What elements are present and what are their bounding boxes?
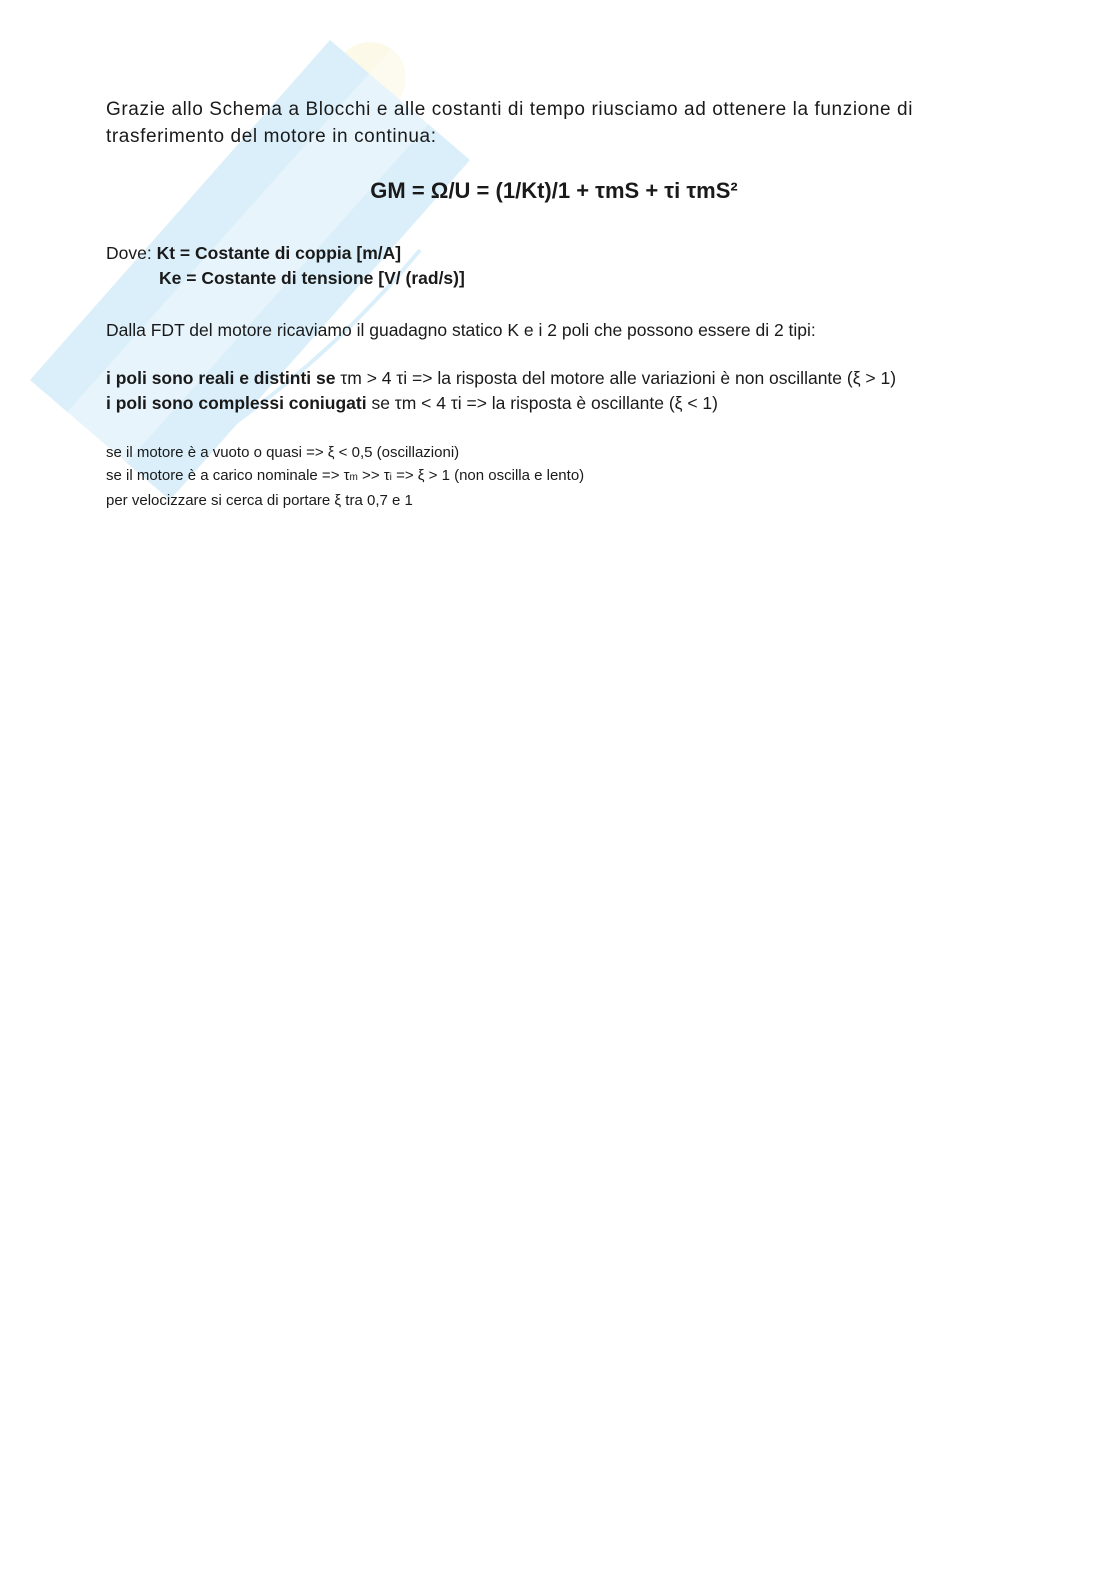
note-line-1: se il motore è a vuoto o quasi => ξ < 0,5 (oscillazioni)	[106, 444, 460, 461]
formula-text: GM = Ω/U = (1/Kt)/1 + τmS + τi τmS²	[370, 178, 738, 203]
intro-line-1: Grazie allo Schema a Blocchi e alle costanti di tempo riusciamo ad ottenere la funzione di	[106, 99, 914, 120]
definition-ke: Ke = Costante di tensione [V/ (rad/s)]	[159, 268, 465, 288]
note-line-2-part-a: se il motore è a carico nominale => τ	[106, 467, 350, 484]
transfer-function-formula	[0, 178, 1116, 204]
note-line-2-subscript-m: m	[349, 472, 358, 483]
definitions-prefix: Dove:	[106, 243, 157, 263]
definition-kt: Kt = Costante di coppia [m/A]	[156, 243, 402, 263]
notes-block	[106, 441, 584, 512]
note-line-3: per velocizzare si cerca di portare ξ tra 0,7 e 1	[106, 492, 413, 509]
definitions-block	[106, 241, 465, 291]
note-line-2-part-c: => ξ > 1 (non oscilla e lento)	[391, 467, 585, 484]
intro-line-2: trasferimento del motore in continua:	[106, 126, 437, 147]
poles-block	[106, 366, 896, 416]
pole-case-1-text: τm > 4 τi => la risposta del motore alle variazioni è non oscillante (ξ > 1)	[335, 368, 897, 388]
pole-case-1-title: i poli sono reali e distinti se	[106, 368, 336, 388]
fdt-paragraph: Dalla FDT del motore ricaviamo il guadagno statico K e i 2 poli che possono essere di 2 tipi:	[106, 320, 816, 340]
pole-case-2-text: se τm < 4 τi => la risposta è oscillante (ξ < 1)	[366, 393, 718, 413]
note-line-2-subscript-i: i	[389, 472, 392, 483]
intro-paragraph	[106, 96, 913, 150]
note-line-2-part-b: >> τ	[357, 467, 390, 484]
pole-case-2-title: i poli sono complessi coniugati	[106, 393, 367, 413]
note-line-2	[106, 467, 584, 484]
